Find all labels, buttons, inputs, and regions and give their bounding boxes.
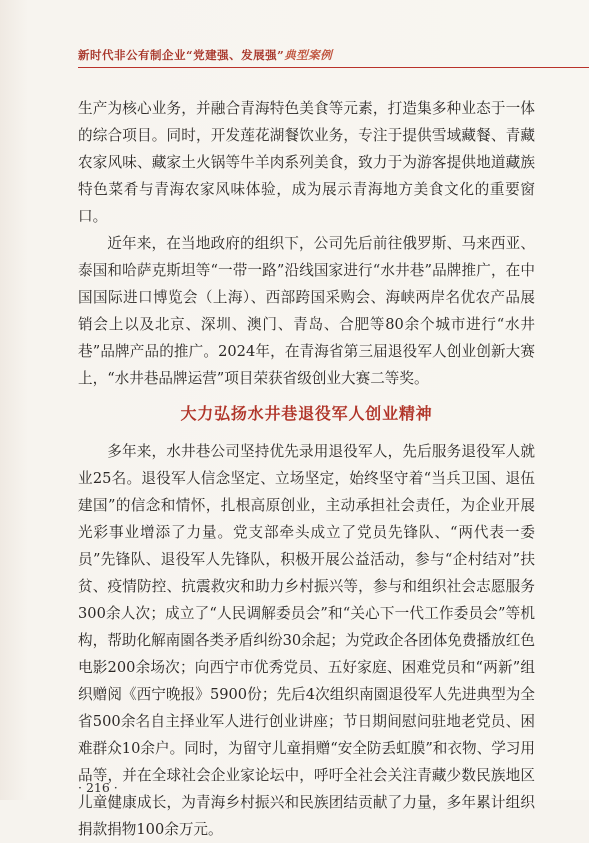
series-title: 新时代非公有制企业“党建强、发展强” (78, 48, 285, 62)
page-number: · 216 · (78, 780, 118, 795)
header-divider (78, 67, 589, 68)
series-suffix: 典型案例 (284, 48, 333, 62)
paragraph-veterans: 多年来，水井巷公司坚持优先录用退役军人，先后服务退役军人就业25名。退役军人信念坚定、立场坚定，始终坚守着“当兵卫国、退伍建国”的信念和情怀，扎根高原创业，主动承担社会责任，为企业开展光彩事业增添了力量。党支部牵头成立了党员先锋队、“两代表一委员”先锋队、退役军人先锋队，积极开展公益活动，参与“企村结对”扶贫、疫情防控、抗震救灾和助力乡村振兴等，参与和组织社会志愿服务300余人次；成立了“人民调解委员会”和“关心下一代工作委员会”等机构，帮助化解南園各类矛盾纠纷30余起；为党政企各团体免费播放红色电影200余场次；向西宁市优秀党员、五好家庭、困难党员和“两新”组织赠阅《西宁晚报》5900份；先后4次组织南園退役军人先进典型为全省500余名自主择业军人进行创业讲座；节日期间慰问驻地老党员、困难群众10余户。同时，为留守儿童捐赠“安全防丢虹膜”和衣物、学习用品等，并在全球社会企业家论坛中，呼吁全社会关注青藏少数民族地区儿童健康成长，为青海乡村振兴和民族团结贡献了力量，多年累计组织捐款捐物100余万元。 (78, 443, 535, 838)
section-heading: 大力弘扬水井巷退役军人创业精神 (180, 404, 433, 423)
body-text (78, 95, 535, 843)
paragraph-brand-promotion: 近年来，在当地政府的组织下，公司先后前往俄罗斯、马来西亚、泰国和哈萨克斯坦等“一带一路”沿线国家进行“水井巷”品牌推广，在中国国际进口博览会（上海）、西部跨国采购会、海峡两岸名优农产品展销会上以及北京、深圳、澳门、青岛、合肥等80余个城市进行“水井巷”品牌产品的推广。2024年，在青海省第三届退役军人创业创新大赛上，“水井巷品牌运营”项目荣获省级创业大赛二等奖。 (78, 235, 535, 387)
paragraph-intro-continuation: 生产为核心业务，并融合青海特色美食等元素，打造集多种业态于一体的综合项目。同时，开发莲花湖餐饮业务，专注于提供雪域藏餐、青藏农家风味、藏家土火锅等牛羊肉系列美食，致力于为游客提供地道藏族特色菜肴与青海农家风味体验，成为展示青海地方美食文化的重要窗口。 (78, 100, 535, 225)
running-header-title (78, 47, 332, 63)
running-header (0, 0, 589, 70)
